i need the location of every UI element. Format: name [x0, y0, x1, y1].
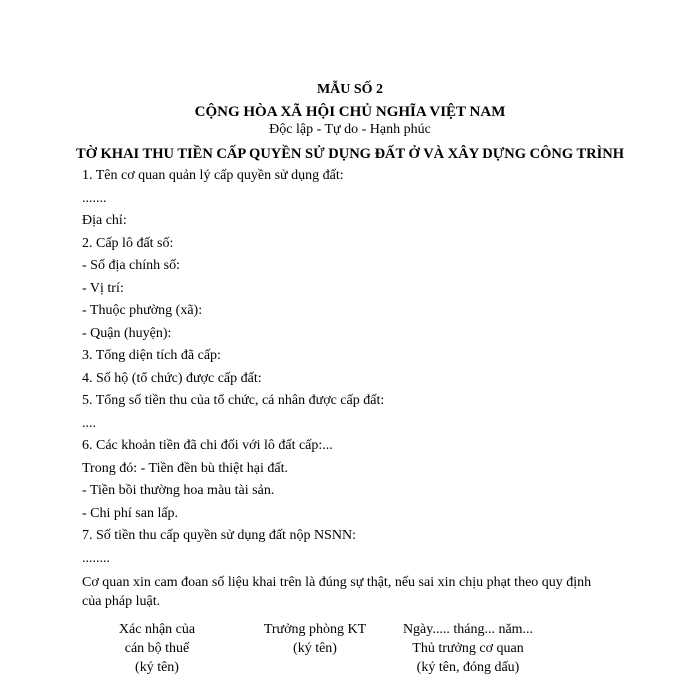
field-cadastral-number: - Số địa chính số: — [82, 258, 180, 273]
field-budget-payment-value: ........ — [82, 551, 110, 566]
field-total-area: 3. Tổng diện tích đã cấp: — [82, 348, 221, 363]
field-ward: - Thuộc phường (xã): — [82, 303, 203, 318]
head-kt-signature-block — [250, 620, 380, 658]
tax-officer-title-line1: Xác nhận của — [118, 622, 196, 637]
field-crop-compensation: - Tiền bồi thường hoa màu tài sản. — [82, 483, 275, 498]
field-total-revenue: 5. Tổng số tiền thu của tổ chức, cá nhân được cấp đất: — [82, 393, 385, 408]
field-household-count: 4. Số hộ (tổ chức) được cấp đất: — [82, 371, 262, 386]
field-expenses: 6. Các khoản tiền đã chi đối với lô đất cấp:... — [82, 438, 333, 453]
tax-officer-signature-block — [97, 620, 217, 677]
nation-heading: CỘNG HÒA XÃ HỘI CHỦ NGHĨA VIỆT NAM — [194, 104, 506, 120]
field-agency-name-value: ....... — [82, 191, 107, 206]
tax-officer-sign-note: (ký tên) — [135, 660, 179, 675]
field-budget-payment: 7. Số tiền thu cấp quyền sử dụng đất nộp NSNN: — [82, 528, 356, 543]
agency-head-title: Thủ trưởng cơ quan — [412, 641, 524, 656]
motto: Độc lập - Tự do - Hạnh phúc — [269, 122, 431, 137]
agency-head-sign-note: (ký tên, đóng dấu) — [416, 660, 520, 675]
field-total-revenue-value: .... — [82, 416, 96, 431]
head-kt-title: Trưởng phòng KT — [263, 622, 367, 637]
field-leveling-cost: - Chi phí san lấp. — [82, 506, 179, 521]
field-district: - Quận (huyện): — [82, 326, 172, 341]
field-location: - Vị trí: — [82, 281, 124, 296]
agency-head-date: Ngày..... tháng... năm... — [402, 622, 534, 637]
field-agency-name: 1. Tên cơ quan quản lý cấp quyền sử dụng đất: — [82, 168, 344, 183]
form-number: MẪU SỐ 2 — [316, 82, 384, 97]
agency-head-signature-block — [388, 620, 548, 677]
field-address: Địa chỉ: — [82, 213, 127, 228]
commitment-statement: Cơ quan xin cam đoan số liệu khai trên là đúng sự thật, nếu sai xin chịu phạt theo quy định của pháp luật. — [82, 575, 592, 609]
field-lot-number: 2. Cấp lô đất số: — [82, 236, 174, 251]
form-title: TỜ KHAI THU TIỀN CẤP QUYỀN SỬ DỤNG ĐẤT Ở VÀ XÂY DỰNG CÔNG TRÌNH — [75, 146, 625, 162]
field-land-compensation: Trong đó: - Tiền đền bù thiệt hại đất. — [82, 461, 288, 476]
head-kt-sign-note: (ký tên) — [293, 641, 337, 656]
tax-officer-title-line2: cán bộ thuế — [124, 641, 190, 656]
